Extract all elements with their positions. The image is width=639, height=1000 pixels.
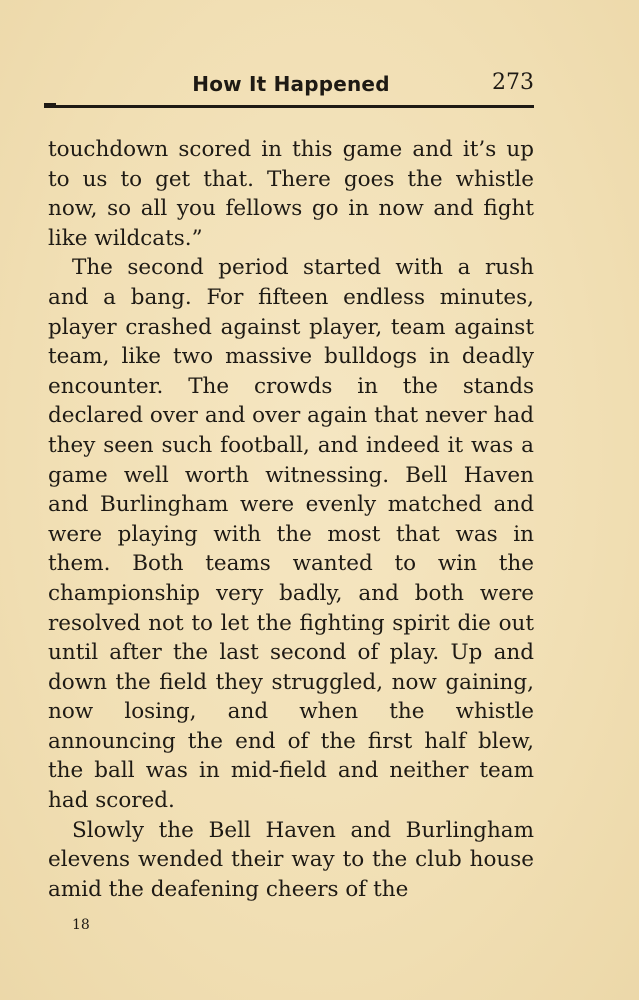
page-number: 273 [492, 70, 534, 95]
running-title: How It Happened [192, 72, 390, 96]
signature-mark: 18 [72, 917, 90, 933]
page-header [48, 70, 534, 100]
header-rule [48, 105, 534, 108]
paragraph: The second period started with a rush and a bang. For fifteen endless minutes, player crashed against player, team against team, like two massive bulldogs in deadly encounter. The crowds in the stands declared over and over again that never had they seen such football, and indeed it was a game well worth witnessing. Bell Haven and Burlingham were evenly matched and were playing with the most that was in them. Both teams wanted to win the championship very badly, and both were resolved not to let the fighting spirit die out until after the last second of play. Up and down the field they struggled, now gaining, now losing, and when the whistle announcing the end of the first half blew, the ball was in mid-field and neither team had scored. [48, 255, 534, 814]
body-text [48, 135, 534, 904]
paragraph-continued: touchdown scored in this game and it’s up to us to get that. There goes the whistle now, so all you fellows go in now and fight like wildcats.” [48, 137, 534, 251]
paragraph: Slowly the Bell Haven and Burlingham elevens wended their way to the club house amid the deafening cheers of the [48, 817, 534, 902]
